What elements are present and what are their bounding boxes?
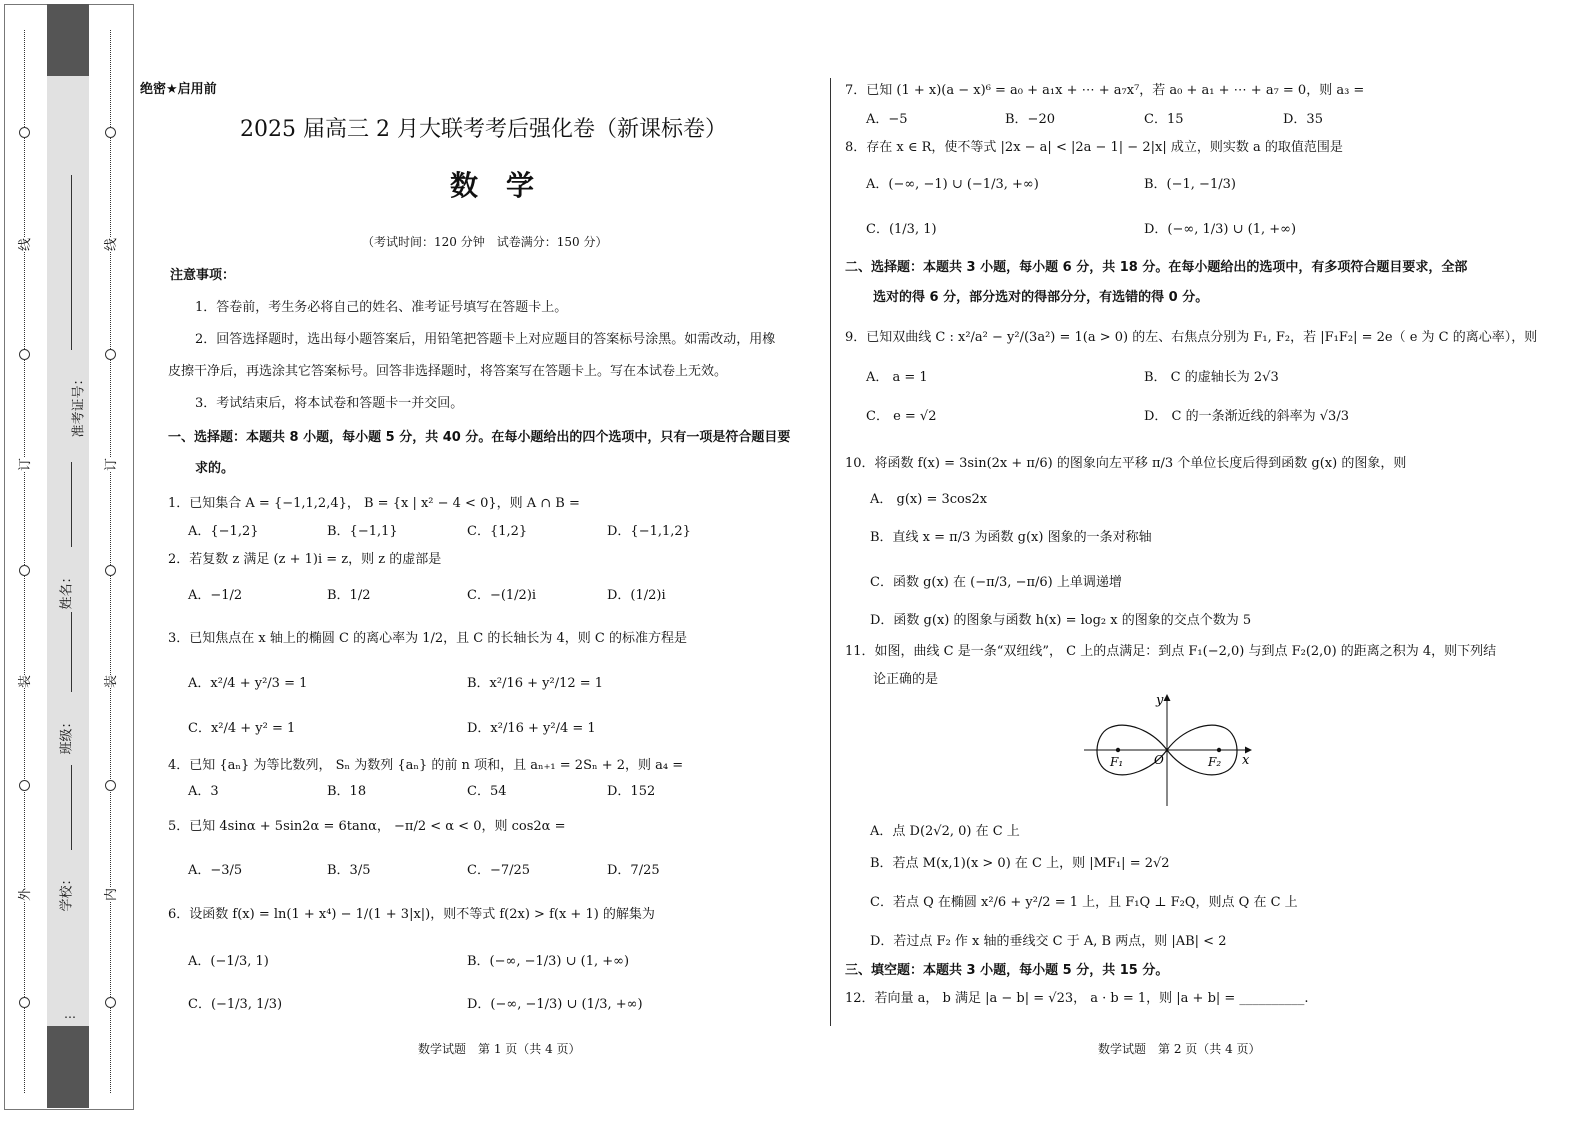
focus-f2-point [1217, 748, 1221, 752]
binding-ellipsis: … [64, 1007, 76, 1021]
q5-option-a: A．−3/5 [188, 863, 243, 878]
field-school-line[interactable] [71, 765, 72, 850]
exam-info: （考试时间：120 分钟 试卷满分：150 分） [362, 235, 608, 249]
q6-option-a: A．(−1/3, 1) [188, 954, 269, 969]
q1-option-b: B．{−1,1} [327, 524, 398, 539]
hole-circle [19, 349, 30, 360]
question-9-stem: 9．已知双曲线 C : x²/a² − y²/(3a²) = 1(a > 0) 的左、右焦点分别为 F₁, F₂，若 |F₁F₂| = 2e（ e 为 C 的离心率），则 [845, 330, 1538, 345]
focus-f1-label: F₁ [1110, 755, 1124, 769]
note-item: 1．答卷前，考生务必将自己的姓名、准考证号填写在答题卡上。 [195, 300, 568, 315]
q10-option-b: B．直线 x = π/3 为函数 g(x) 图象的一条对称轴 [870, 530, 1152, 545]
focus-f1-point [1116, 748, 1120, 752]
q1-option-d: D．{−1,1,2} [607, 524, 691, 539]
inner-char-nei: 内 [100, 888, 119, 901]
q6-option-c: C．(−1/3, 1/3) [188, 997, 283, 1012]
hole-circle [19, 565, 30, 576]
field-name-label: 姓名： [59, 570, 75, 610]
hole-circle [105, 997, 116, 1008]
page-footer-right: 数学试题 第 2 页（共 4 页） [1098, 1042, 1261, 1056]
q11-option-b: B．若点 M(x,1)(x > 0) 在 C 上，则 |MF₁| = 2√2 [870, 856, 1170, 871]
q3-option-d: D．x²/16 + y²/4 = 1 [467, 721, 596, 736]
q7-option-b: B．−20 [1005, 112, 1055, 127]
outer-char-ding: 订 [14, 458, 33, 471]
q5-option-c: C．−7/25 [467, 863, 531, 878]
page-footer-left: 数学试题 第 1 页（共 4 页） [418, 1042, 581, 1056]
hole-circle [105, 780, 116, 791]
q9-option-a: A． a = 1 [866, 370, 928, 385]
inner-char-xian: 线 [100, 238, 119, 251]
question-10-stem: 10．将函数 f(x) = 3sin(2x + π/6) 的图象向左平移 π/3 个单位长度后得到函数 g(x) 的图象，则 [845, 456, 1407, 471]
q6-option-b: B．(−∞, −1/3) ∪ (1, +∞) [467, 954, 630, 969]
page-divider [830, 78, 831, 1026]
q8-option-c: C．(1/3, 1) [866, 222, 937, 237]
question-11-stem-cont: 论正确的是 [873, 672, 939, 687]
question-6-stem: 6．设函数 f(x) = ln(1 + x⁴) − 1/(1 + 3|x|)，则不等式 f(2x) > f(x + 1) 的解集为 [168, 907, 655, 922]
outer-char-xian: 线 [14, 238, 33, 251]
q10-option-d: D．函数 g(x) 的图象与函数 h(x) = log₂ x 的图象的交点个数为 5 [870, 613, 1252, 628]
q11-option-c: C．若点 Q 在椭圆 x²/6 + y²/2 = 1 上，且 F₁Q ⊥ F₂Q，则点 Q 在 C 上 [870, 895, 1298, 910]
q8-option-b: B．(−1, −1/3) [1144, 177, 1236, 192]
q7-option-a: A．−5 [866, 112, 908, 127]
q3-option-b: B．x²/16 + y²/12 = 1 [467, 676, 604, 691]
question-1-stem: 1．已知集合 A = {−1,1,2,4}， B = {x | x² − 4 < 0}，则 A ∩ B = [168, 496, 580, 511]
outer-char-zhuang: 装 [14, 675, 33, 688]
y-axis-label: y [1156, 693, 1164, 708]
hole-circle [105, 349, 116, 360]
q9-option-d: D． C 的一条渐近线的斜率为 √3/3 [1144, 409, 1349, 424]
subject-title: 数 学 [450, 169, 535, 202]
q7-option-c: C．15 [1144, 112, 1184, 127]
question-12-stem: 12．若向量 a， b 满足 |a − b| = √23， a · b = 1，则 |a + b| = __________. [845, 991, 1309, 1006]
section1-heading: 一、选择题：本题共 8 小题，每小题 5 分，共 40 分。在每小题给出的四个选项中，只有一项是符合题目要 [168, 430, 791, 445]
q5-option-b: B．3/5 [327, 863, 371, 878]
q9-option-b: B． C 的虚轴长为 2√3 [1144, 370, 1279, 385]
hole-circle [19, 780, 30, 791]
q2-option-d: D．(1/2)i [607, 588, 666, 603]
section1-heading-cont: 求的。 [195, 461, 235, 476]
q11-option-d: D．若过点 F₂ 作 x 轴的垂线交 C 于 A, B 两点，则 |AB| < 2 [870, 934, 1227, 949]
q4-option-b: B．18 [327, 784, 367, 799]
q2-option-b: B．1/2 [327, 588, 371, 603]
field-name-line[interactable] [71, 462, 72, 547]
note-item: 3．考试结束后，将本试卷和答题卡一并交回。 [195, 396, 464, 411]
q11-option-a: A．点 D(2√2, 0) 在 C 上 [870, 824, 1020, 839]
q3-option-a: A．x²/4 + y²/3 = 1 [188, 676, 308, 691]
section2-heading-cont: 选对的得 6 分，部分选对的得部分分，有选错的得 0 分。 [873, 290, 1209, 305]
outer-char-wai: 外 [14, 888, 33, 901]
hole-circle [19, 127, 30, 138]
exam-title: 2025 届高三 2 月大联考考后强化卷（新课标卷） [240, 117, 727, 142]
hole-circle [105, 565, 116, 576]
question-3-stem: 3．已知焦点在 x 轴上的椭圆 C 的离心率为 1/2，且 C 的长轴长为 4，则 C 的标准方程是 [168, 631, 687, 646]
question-8-stem: 8．存在 x ∈ R，使不等式 |2x − a| < |2a − 1| − 2|x| 成立，则实数 a 的取值范围是 [845, 140, 1343, 155]
inner-char-ding: 订 [100, 458, 119, 471]
q1-option-c: C．{1,2} [467, 524, 528, 539]
q4-option-a: A．3 [188, 784, 219, 799]
q10-option-c: C．函数 g(x) 在 (−π/3, −π/6) 上单调递增 [870, 575, 1122, 590]
origin-label: O [1154, 753, 1164, 767]
outer-cut-line [24, 30, 25, 1093]
q6-option-d: D．(−∞, −1/3) ∪ (1/3, +∞) [467, 997, 643, 1012]
note-item: 2．回答选择题时，选出每小题答案后，用铅笔把答题卡上对应题目的答案标号涂黑。如需改动，用橡 [195, 332, 776, 347]
question-2-stem: 2．若复数 z 满足 (z + 1)i = z，则 z 的虚部是 [168, 552, 442, 567]
section2-heading: 二、选择题：本题共 3 小题，每小题 6 分，共 18 分。在每小题给出的选项中，有多项符合题目要求，全部 [845, 260, 1468, 275]
hole-circle [105, 127, 116, 138]
confidential-mark: 绝密★启用前 [140, 82, 217, 97]
q8-option-a: A．(−∞, −1) ∪ (−1/3, +∞) [866, 177, 1039, 192]
field-school-label: 学校： [59, 872, 75, 912]
hole-circle [19, 997, 30, 1008]
q9-option-c: C． e = √2 [866, 409, 937, 424]
field-class-label: 班级： [59, 715, 75, 755]
binding-bar-bottom [47, 1026, 89, 1108]
q5-option-d: D．7/25 [607, 863, 660, 878]
question-11-stem: 11．如图，曲线 C 是一条“双纽线”， C 上的点满足：到点 F₁(−2,0) 与到点 F₂(2,0) 的距离之积为 4，则下列结 [845, 644, 1497, 659]
q7-option-d: D．35 [1283, 112, 1323, 127]
q4-option-c: C．54 [467, 784, 507, 799]
notes-heading: 注意事项： [170, 268, 236, 283]
binding-strip [0, 0, 135, 1123]
x-axis-label: x [1242, 753, 1250, 768]
q10-option-a: A． g(x) = 3cos2x [870, 492, 988, 507]
focus-f2-label: F₂ [1208, 755, 1222, 769]
q3-option-c: C．x²/4 + y² = 1 [188, 721, 296, 736]
q4-option-d: D．152 [607, 784, 656, 799]
question-7-stem: 7．已知 (1 + x)(a − x)⁶ = a₀ + a₁x + ⋯ + a₇x⁷，若 a₀ + a₁ + ⋯ + a₇ = 0，则 a₃ = [845, 83, 1365, 98]
question-4-stem: 4．已知 {aₙ} 为等比数列， Sₙ 为数列 {aₙ} 的前 n 项和，且 aₙ₊₁ = 2Sₙ + 2，则 a₄ = [168, 758, 684, 773]
inner-char-zhuang: 装 [100, 675, 119, 688]
q2-option-a: A．−1/2 [188, 588, 243, 603]
q2-option-c: C．−(1/2)i [467, 588, 537, 603]
inner-cut-line [110, 30, 111, 1093]
field-class-line[interactable] [71, 612, 72, 692]
field-exam-id-label: 准考证号： [71, 372, 87, 438]
note-item: 皮擦干净后，再选涂其它答案标号。回答非选择题时，将答案写在答题卡上。写在本试卷上无效。 [168, 364, 728, 379]
question-5-stem: 5．已知 4sinα + 5sin2α = 6tanα， −π/2 < α < 0，则 cos2α = [168, 819, 566, 834]
section3-heading: 三、填空题：本题共 3 小题，每小题 5 分，共 15 分。 [845, 963, 1169, 978]
binding-bar-top [47, 4, 89, 76]
q1-option-a: A．{−1,2} [188, 524, 259, 539]
field-exam-id-line[interactable] [71, 175, 72, 350]
q8-option-d: D．(−∞, 1/3) ∪ (1, +∞) [1144, 222, 1297, 237]
lemniscate-figure [1080, 688, 1260, 810]
